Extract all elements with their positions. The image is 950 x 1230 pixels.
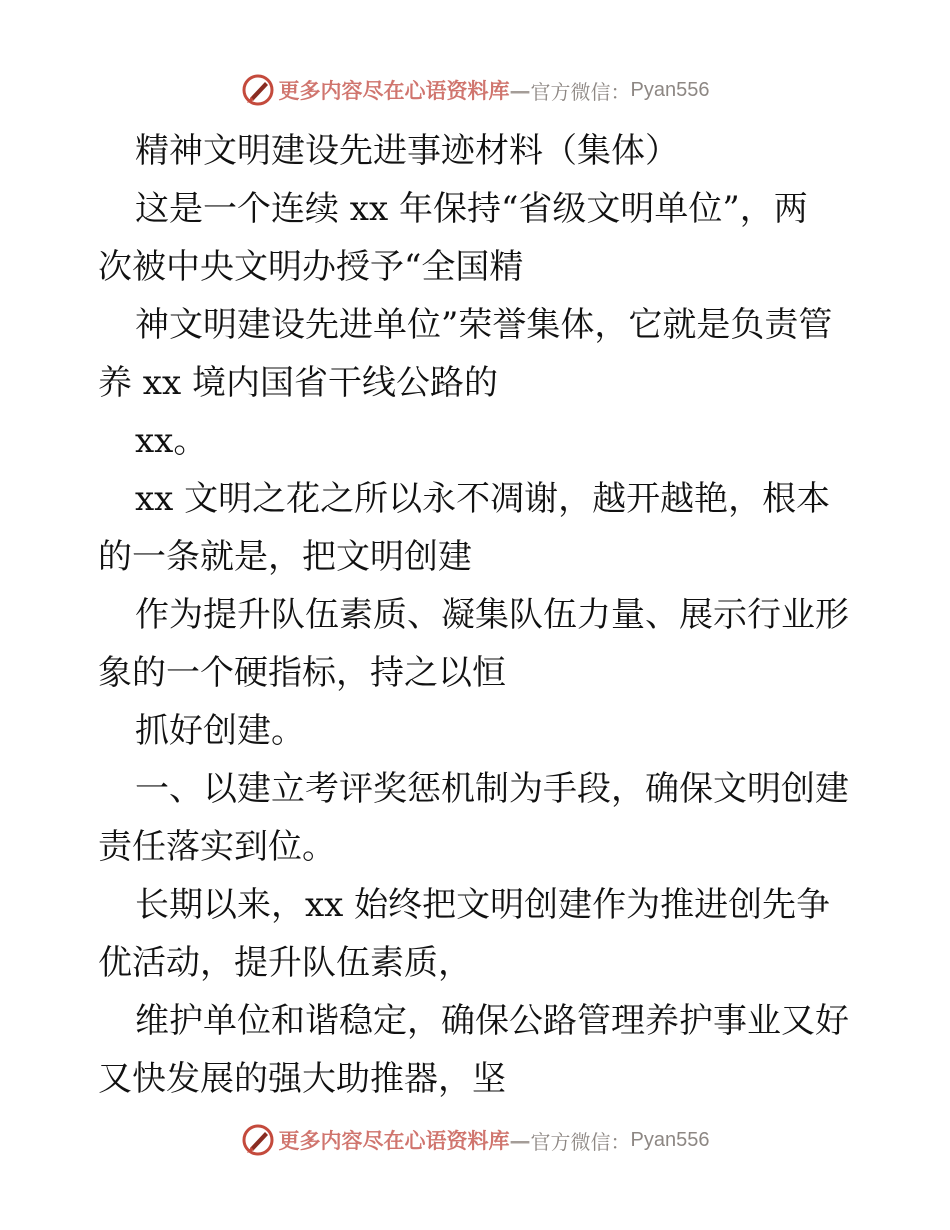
paragraph-line: 长期以来，xx 始终把文明创建作为推进创先争 <box>135 885 831 925</box>
paragraph-line: 次被中央文明办授予“全国精 <box>98 247 524 287</box>
paragraph-line: 维护单位和谐稳定，确保公路管理养护事业又好 <box>135 1001 849 1041</box>
paragraph-line: 象的一个硬指标，持之以恒 <box>98 653 506 693</box>
paragraph-line: xx 文明之花之所以永不凋谢，越开越艳，根本 <box>135 479 831 519</box>
document-body <box>98 122 858 1108</box>
section-heading: 一、以建立考评奖惩机制为手段，确保文明创建 <box>135 769 849 809</box>
footer-watermark-banner <box>0 1120 950 1160</box>
paragraph-line: 的一条就是，把文明创建 <box>98 537 472 577</box>
banner-prefix: 官方微信： <box>530 79 631 104</box>
paragraph-line: 神文明建设先进单位”荣誉集体，它就是负责管 <box>135 305 833 345</box>
paragraph-line: 养 xx 境内国省干线公路的 <box>98 363 498 403</box>
document-title: 精神文明建设先进事迹材料（集体） <box>135 131 679 171</box>
banner-title: 更多内容尽在心语资料库 <box>278 1128 510 1153</box>
pen-logo-icon <box>241 1123 275 1157</box>
banner-wechat-id: Pyan556 <box>630 1128 710 1151</box>
paragraph-line: 作为提升队伍素质、凝集队伍力量、展示行业形 <box>135 595 849 635</box>
banner-prefix: 官方微信： <box>530 1129 631 1154</box>
paragraph-line: 又快发展的强大助推器，坚 <box>98 1059 506 1099</box>
banner-wechat-id: Pyan556 <box>630 78 710 101</box>
section-heading: 责任落实到位。 <box>98 827 336 867</box>
header-watermark-banner <box>0 70 950 110</box>
paragraph-line: 这是一个连续 xx 年保持“省级文明单位”，两 <box>135 189 808 229</box>
paragraph-line: xx。 <box>135 421 208 461</box>
banner-title: 更多内容尽在心语资料库 <box>278 78 510 103</box>
paragraph-line: 抓好创建。 <box>135 711 305 751</box>
banner-dash: — <box>509 1127 531 1153</box>
pen-logo-icon <box>241 73 275 107</box>
banner-dash: — <box>509 77 531 103</box>
paragraph-line: 优活动，提升队伍素质， <box>98 943 472 983</box>
